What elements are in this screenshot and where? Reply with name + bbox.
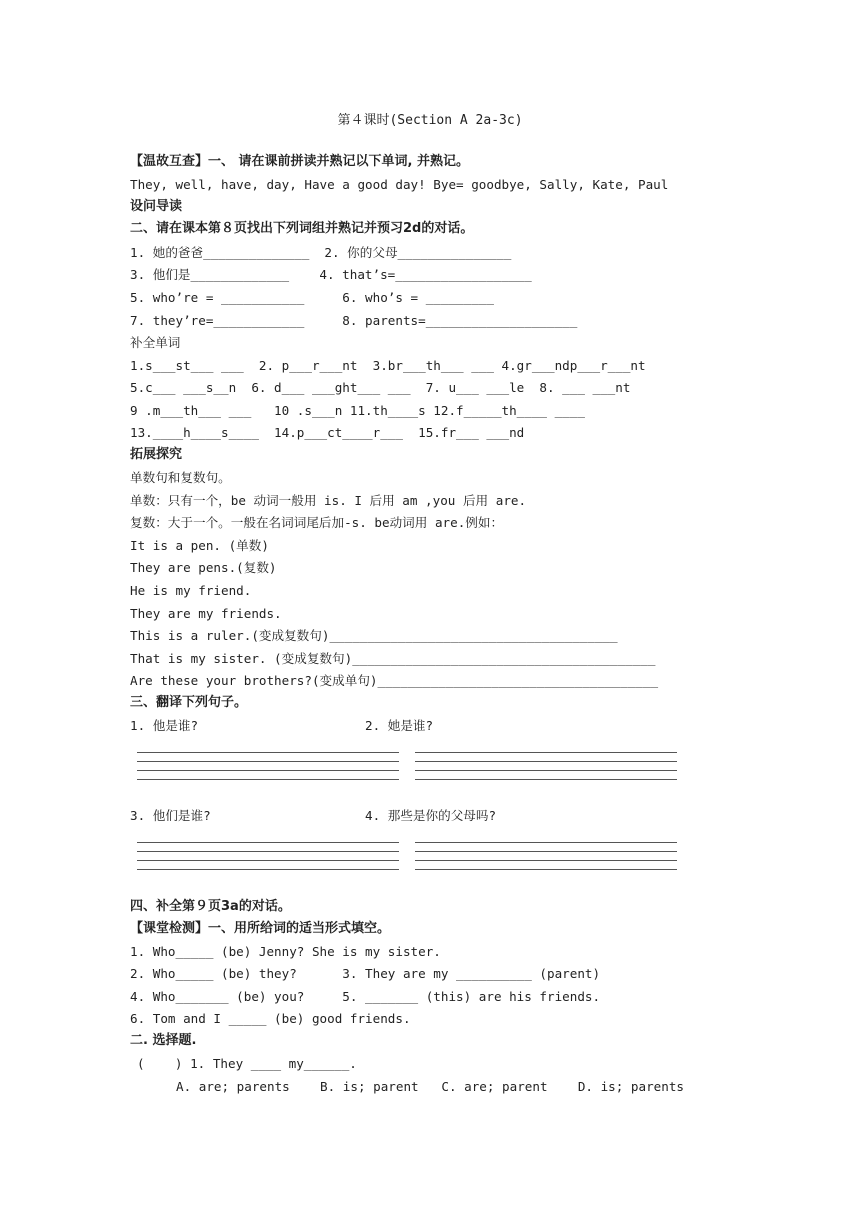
answer-lines[interactable] xyxy=(137,752,399,788)
review-words: They, well, have, day, Have a good day! Bye= goodbye, Sally, Kate, Paul xyxy=(130,177,669,192)
explore-heading: 拓展探究 xyxy=(130,447,183,462)
explore-line: 单数句和复数句。 xyxy=(130,470,231,485)
complete-row: 9 .m___th___ ___ 10 .s___n 11.th____s 12.f_____th____ ____ xyxy=(130,403,585,418)
explore-line: 复数：大于一个。一般在名词词尾后加-s. be动词用 are.例如： xyxy=(130,515,504,530)
page-title: 第４课时(Section A 2a-3c) xyxy=(337,113,523,128)
explore-line: They are pens.(复数) xyxy=(130,560,277,575)
translate-q2: 2. 她是谁? xyxy=(365,718,434,733)
answer-lines[interactable] xyxy=(137,842,399,878)
answer-lines[interactable] xyxy=(415,752,677,788)
phrase-line: 7. they’re=____________ 8. parents=____________________ xyxy=(130,313,578,328)
check-heading: 【课堂检测】一、用所给词的适当形式填空。 xyxy=(130,921,391,936)
translate-q3: 3. 他们是谁? xyxy=(130,808,211,823)
explore-line: It is a pen. (单数) xyxy=(130,538,269,553)
choice-heading: 二. 选择题. xyxy=(130,1033,197,1048)
review-heading: 【温故互查】一、 请在课前拼读并熟记以下单词, 并熟记。 xyxy=(130,154,469,169)
explore-line: 单数：只有一个，be 动词一般用 is. I 后用 am ,you 后用 are. xyxy=(130,493,527,508)
guide-heading: 设问导读 xyxy=(130,199,183,214)
phrase-line: 5. who’re = ___________ 6. who’s = _________ xyxy=(130,290,494,305)
choice-options: A. are; parents B. is; parent C. are; parent D. is; parents xyxy=(176,1079,684,1094)
phrase-line: 1. 她的爸爸______________ 2. 你的父母_______________ xyxy=(130,245,512,260)
dialogue-heading: 四、补全第９页3a的对话。 xyxy=(130,899,291,914)
phrase-line: 3. 他们是_____________ 4. that’s=__________________ xyxy=(130,267,532,282)
choice-question: ( ) 1. They ____ my______. xyxy=(137,1056,357,1071)
complete-row: 5.c___ ___s__n 6. d___ ___ght___ ___ 7. u___ ___le 8. ___ ___nt xyxy=(130,380,631,395)
explore-line: He is my friend. xyxy=(130,583,252,598)
answer-lines[interactable] xyxy=(415,842,677,878)
task2-heading: 二、请在课本第８页找出下列词组并熟记并预习2d的对话。 xyxy=(130,221,474,236)
explore-line: This is a ruler.(变成复数句)______________________________________ xyxy=(130,628,618,643)
complete-row: 13.____h____s____ 14.p___ct____r___ 15.fr___ ___nd xyxy=(130,425,525,440)
check-line: 4. Who_______ (be) you? 5. _______ (this) are his friends. xyxy=(130,989,601,1004)
check-line: 2. Who_____ (be) they? 3. They are my __________ (parent) xyxy=(130,966,601,981)
translate-q1: 1. 他是谁? xyxy=(130,718,199,733)
complete-row: 1.s___st___ ___ 2. p___r___nt 3.br___th___ ___ 4.gr___ndp___r___nt xyxy=(130,358,646,373)
check-line: 1. Who_____ (be) Jenny? She is my sister. xyxy=(130,944,441,959)
explore-line: Are these your brothers?(变成单句)_____________________________________ xyxy=(130,673,659,688)
explore-line: They are my friends. xyxy=(130,606,282,621)
complete-heading: 补全单词 xyxy=(130,335,181,350)
check-line: 6. Tom and I _____ (be) good friends. xyxy=(130,1011,411,1026)
explore-line: That is my sister. (变成复数句)________________________________________ xyxy=(130,651,656,666)
translate-q4: 4. 那些是你的父母吗? xyxy=(365,808,497,823)
translate-heading: 三、翻译下列句子。 xyxy=(130,695,248,710)
